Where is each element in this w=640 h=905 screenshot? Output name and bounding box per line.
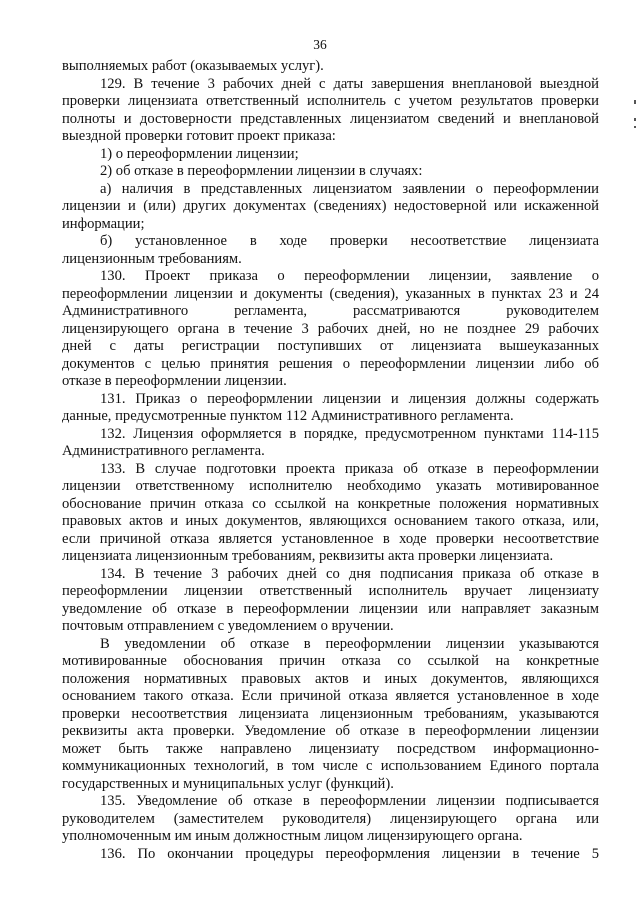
text-line: обоснование причин отказа со ссылкой на конкретные положения нормативных bbox=[62, 495, 599, 512]
text-line: 1) о переоформлении лицензии; bbox=[100, 145, 299, 162]
text-line: государственных и муниципальных услуг (функций). bbox=[62, 775, 394, 792]
text-line: руководителем (заместителем руководителя) лицензирующего органа или bbox=[62, 810, 599, 827]
text-line: 2) об отказе в переоформлении лицензии в случаях: bbox=[100, 163, 423, 179]
text-line: данные, предусмотренные пунктом 112 Административного регламента. bbox=[62, 408, 514, 424]
text-line: а) наличия в представленных лицензиатом заявлении о переоформлении bbox=[100, 180, 599, 197]
text-line: 135. Уведомление об отказе в переоформлении лицензии подписывается bbox=[100, 793, 599, 809]
text-line: проверки несоответствия лицензиата лицензионным требованиям, указываются bbox=[62, 705, 599, 722]
text-line: дней с даты регистрации поступивших от лицензиата вышеуказанных bbox=[62, 338, 599, 354]
text-line: 132. Лицензия оформляется в порядке, предусмотренном пунктами 114-115 bbox=[100, 425, 599, 442]
text-line: информации; bbox=[62, 215, 145, 232]
text-line: проверки лицензиата ответственный исполнитель с учетом результатов проверки bbox=[62, 93, 599, 109]
text-line: положения нормативных правовых актов и иных документов, являющихся bbox=[62, 670, 599, 687]
text-line: В уведомлении об отказе в переоформлении лицензии указываются bbox=[100, 635, 599, 652]
scan-edge-mark bbox=[634, 100, 636, 104]
text-line: может быть также направлено лицензиату посредством информационно- bbox=[62, 740, 599, 757]
page-number: 36 bbox=[313, 37, 327, 52]
text-line: лицензионным требованиям. bbox=[62, 250, 242, 267]
document-body bbox=[62, 58, 599, 863]
text-line: 134. В течение 3 рабочих дней со дня подписания приказа об отказе в bbox=[100, 565, 599, 582]
text-line: уполномоченным им иным должностным лицом лицензирующего органа. bbox=[62, 828, 523, 844]
text-line: выездной проверки готовит проект приказа: bbox=[62, 128, 336, 144]
text-line: уведомление об отказе в переоформлении лицензии или направляет заказным bbox=[62, 600, 599, 617]
text-line: 133. В случае подготовки проекта приказа об отказе в переоформлении bbox=[100, 460, 599, 477]
text-line: 131. Приказ о переоформлении лицензии и лицензия должны содержать bbox=[100, 390, 599, 407]
text-line: лицензии ответственному исполнителю необходимо указать мотивированное bbox=[62, 478, 599, 494]
text-line: Административного регламента, рассматриваются руководителем bbox=[62, 303, 599, 319]
text-line: б) установленное в ходе проверки несоответствие лицензиата bbox=[100, 233, 599, 249]
text-line: 136. По окончании процедуры переоформления лицензии в течение 5 bbox=[100, 845, 599, 862]
text-line: выполняемых работ (оказываемых услуг). bbox=[62, 58, 324, 74]
text-line: лицензирующего органа в течение 3 рабочих дней, но не позднее 29 рабочих bbox=[62, 320, 599, 337]
text-line: отказе в переоформлении лицензии. bbox=[62, 373, 287, 389]
text-line: реквизиты акта проверки. Уведомление об отказе в переоформлении лицензии bbox=[62, 723, 599, 739]
text-line: Административного регламента. bbox=[62, 443, 265, 459]
scan-edge-mark bbox=[634, 118, 636, 121]
text-line: если причиной отказа является установленное в ходе проверки несоответствие bbox=[62, 530, 599, 547]
text-line: лицензии и (или) других документах (сведениях) недостоверной или искаженной bbox=[62, 198, 599, 214]
text-line: документов с целью принятия решения о переоформлении лицензии либо об bbox=[62, 355, 599, 372]
text-line: 129. В течение 3 рабочих дней с даты завершения внеплановой выездной bbox=[100, 75, 599, 92]
text-line: мотивированные обоснования причин отказа со ссылкой на конкретные bbox=[62, 653, 599, 669]
scan-edge-mark bbox=[634, 126, 636, 128]
text-line: переоформлении лицензии и документы (сведения), указанных в пунктах 23 и 24 bbox=[62, 285, 599, 302]
text-line: полноты и достоверности представленных лицензиатом сведений и внеплановой bbox=[62, 110, 599, 127]
text-line: лицензиата лицензионным требованиям, реквизиты акта проверки лицензиата. bbox=[62, 548, 554, 564]
text-line: правовых актов и иных документов, являющихся основанием такого отказа, или, bbox=[62, 513, 599, 529]
text-line: переоформлении лицензии ответственный исполнитель вручает лицензиату bbox=[62, 583, 599, 599]
text-line: 130. Проект приказа о переоформлении лицензии, заявление о bbox=[100, 268, 599, 284]
text-line: коммуникационных технологий, в том числе с использованием Единого портала bbox=[62, 758, 599, 774]
text-line: почтовым отправлением с уведомлением о вручении. bbox=[62, 618, 394, 634]
text-line: основанием такого отказа. Если причиной отказа является установленное в ходе bbox=[62, 688, 599, 704]
